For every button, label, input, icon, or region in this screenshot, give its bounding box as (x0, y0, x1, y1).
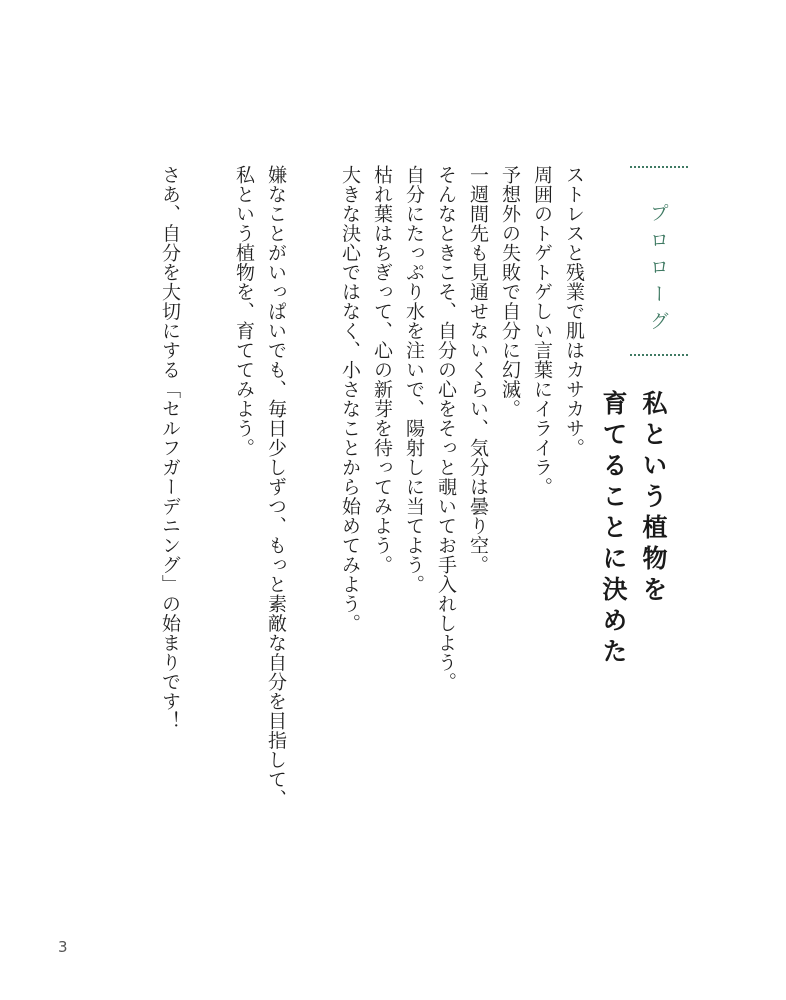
body-line-8: 大きな決心ではなく、小さなことから始めてみよう。 (339, 165, 361, 633)
body-line-2: 周囲のトゲトゲしい言葉にイライラ。 (531, 165, 553, 497)
body-line-3: 予想外の失敗で自分に幻滅。 (499, 165, 521, 419)
prologue-label: プロローグ (647, 203, 669, 338)
body-line-6: 自分にたっぷり水を注いで、陽射しに当てよう。 (403, 165, 425, 594)
body-line-1: ストレスと残業で肌はカサカサ。 (563, 165, 585, 458)
body-line-7: 枯れ葉はちぎって、心の新芽を待ってみよう。 (371, 165, 393, 575)
dotted-rule-top (630, 166, 688, 168)
body-line-5: そんなときこそ、自分の心をそっと覗いてお手入れしよう。 (435, 165, 457, 692)
page-number: 3 (58, 938, 68, 956)
title-line-2: 育てることに決めた (599, 390, 628, 669)
body-line-4: 一週間先も見通せないくらい、気分は曇り空。 (467, 165, 489, 575)
title-line-1: 私という植物を (639, 390, 668, 607)
dotted-rule-bottom (630, 354, 688, 356)
body-line-9: 嫌なことがいっぱいでも、毎日少しずつ、もっと素敵な自分を目指して、 (265, 165, 287, 809)
body-line-10: 私という植物を、育ててみよう。 (233, 165, 255, 458)
body-line-11: さあ、自分を大切にする「セルフガーデニング」の始まりです！ (159, 165, 181, 731)
